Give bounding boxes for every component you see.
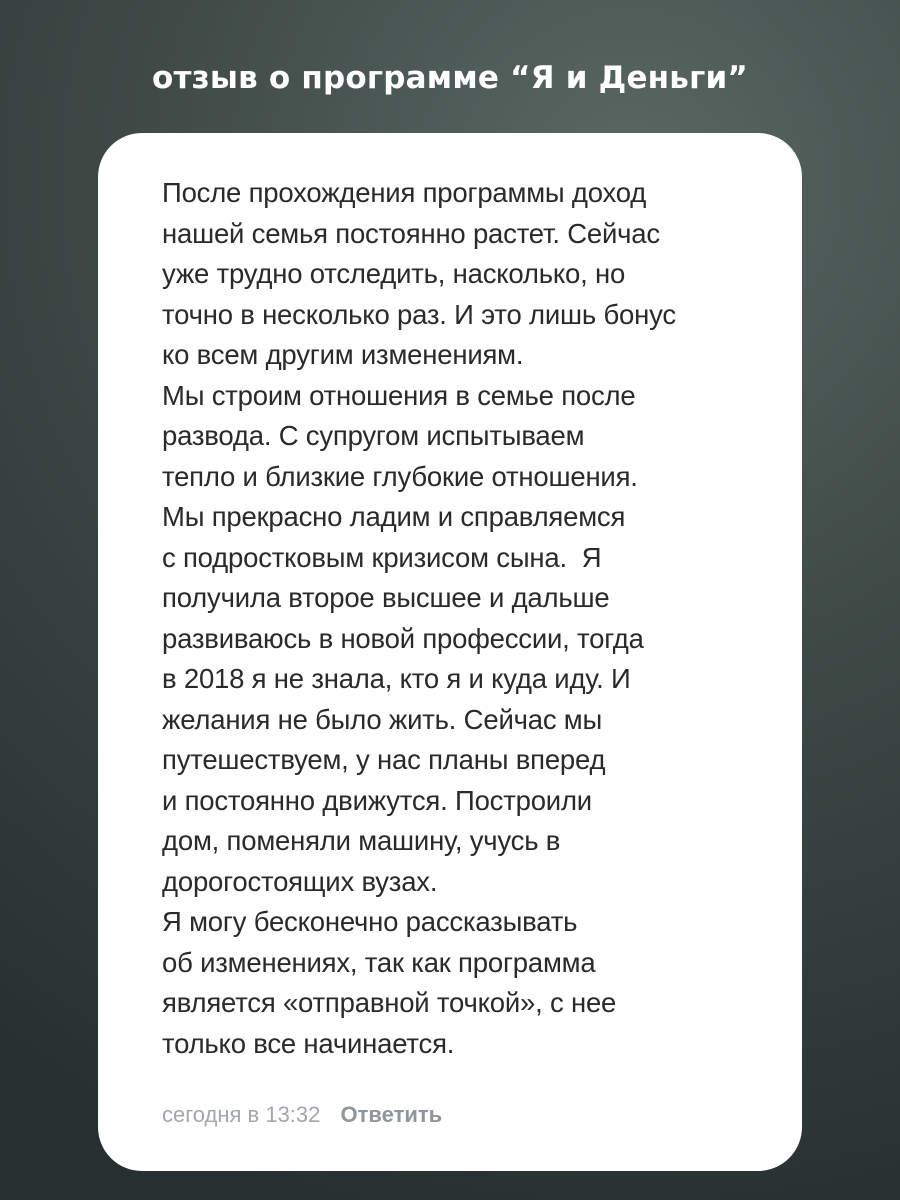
- review-line: уже трудно отследить, насколько, но: [162, 258, 626, 289]
- review-line: об изменениях, так как программа: [162, 946, 596, 978]
- review-line: развиваюсь в новой профессии, тогда: [162, 622, 644, 654]
- review-line: точно в несколько раз. И это лишь бонус: [162, 298, 676, 330]
- comment-timestamp: сегодня в 13:32: [162, 1102, 321, 1127]
- comment-meta: [162, 1101, 442, 1129]
- page-title: отзыв о программе “Я и Деньги”: [151, 60, 748, 96]
- review-line: нашей семья постоянно растет. Сейчас: [162, 217, 660, 249]
- review-text: [162, 173, 762, 1064]
- review-line: дорогостоящих вузах.: [162, 865, 438, 897]
- review-card: [98, 133, 802, 1171]
- review-line: Я могу бесконечно рассказывать: [162, 906, 578, 937]
- review-line: является «отправной точкой», с нее: [162, 987, 617, 1018]
- reply-button[interactable]: Ответить: [340, 1102, 443, 1127]
- review-line: получила второе высшее и дальше: [162, 582, 610, 613]
- review-line: Мы строим отношения в семье после: [162, 379, 636, 411]
- review-line: развода. С супругом испытываем: [162, 420, 585, 451]
- review-line: с подростковым кризисом сына. Я: [162, 541, 602, 573]
- review-line: в 2018 я не знала, кто я и куда иду. И: [162, 663, 631, 694]
- review-line: дом, поменяли машину, учусь в: [162, 825, 561, 856]
- review-line: ко всем другим изменениям.: [162, 339, 524, 370]
- review-line: тепло и близкие глубокие отношения.: [162, 460, 638, 492]
- review-line: только все начинается.: [162, 1027, 455, 1059]
- review-line: Мы прекрасно ладим и справляемся: [162, 501, 626, 532]
- review-line: желания не было жить. Сейчас мы: [162, 703, 603, 735]
- review-line: и постоянно движутся. Построили: [162, 784, 592, 816]
- review-line: После прохождения программы доход: [162, 177, 647, 208]
- review-line: путешествуем, у нас планы вперед: [162, 744, 606, 775]
